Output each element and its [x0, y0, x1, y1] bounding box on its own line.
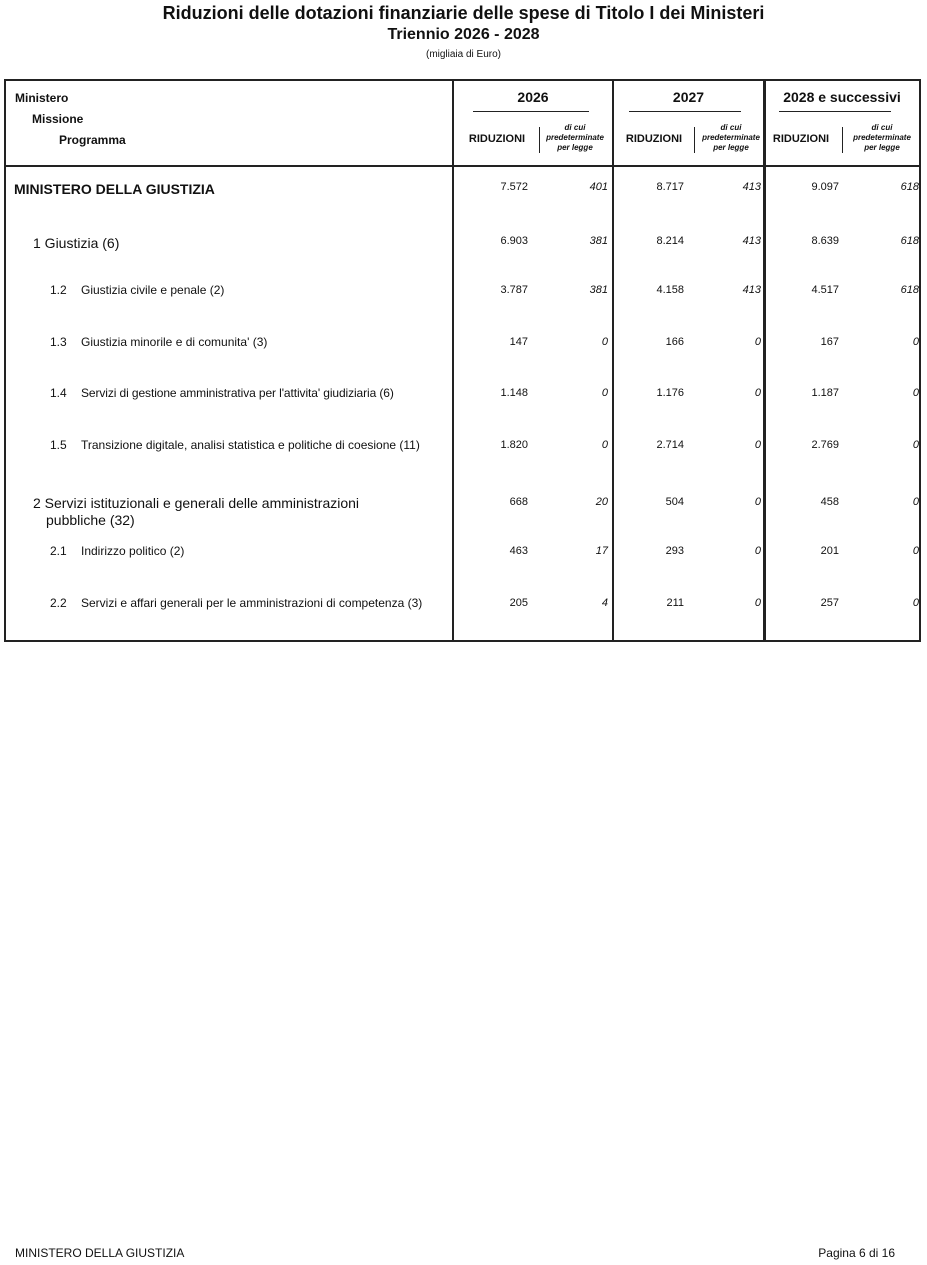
predeterminate-2028: 618 — [900, 284, 919, 296]
riduzioni-2028: 257 — [820, 597, 839, 609]
predeterminate-2028: 618 — [900, 235, 919, 247]
riduzioni-2026: 147 — [509, 336, 528, 348]
predeterminate-2026: 0 — [601, 387, 608, 399]
predeterminate-2027: 0 — [754, 336, 761, 348]
predeterminate-2026: 381 — [589, 235, 608, 247]
row-code: 1.4 — [50, 386, 67, 400]
predeterminate-2027: 413 — [742, 284, 761, 296]
riduzioni-2026: 6.903 — [500, 235, 528, 247]
riduzioni-2027: 166 — [665, 336, 684, 348]
document-subtitle: Triennio 2026 - 2028 — [387, 26, 540, 43]
predeterminate-2027: 413 — [742, 181, 761, 193]
subheader-divider — [842, 127, 843, 153]
year-2027: 2027 — [672, 89, 705, 105]
predeterminate-2026: 0 — [601, 439, 608, 451]
document-title: Riduzioni delle dotazioni finanziarie delle spese di Titolo I dei Ministeri — [162, 3, 765, 23]
row-label: Servizi e affari generali per le amministrazioni di competenza (3) — [81, 596, 423, 610]
riduzioni-2027: 1.176 — [656, 387, 684, 399]
riduzioni-2026: 463 — [509, 545, 528, 557]
predeterminate-2028: 0 — [912, 387, 919, 399]
riduzioni-2026: 1.820 — [500, 439, 528, 451]
riduzioni-2026: 3.787 — [500, 284, 528, 296]
row-label: Giustizia minorile e di comunita' (3) — [81, 335, 268, 349]
year-underline — [629, 111, 741, 112]
predeterminate-2028: 0 — [912, 545, 919, 557]
predeterminate-2026: 381 — [589, 284, 608, 296]
riduzioni-header: RIDUZIONI — [625, 133, 683, 145]
riduzioni-2028: 1.187 — [811, 387, 839, 399]
row-code: 1.3 — [50, 335, 67, 349]
predeterminate-2028: 0 — [912, 336, 919, 348]
riduzioni-header: RIDUZIONI — [772, 133, 830, 145]
predeterminate-2026: 17 — [595, 545, 608, 557]
predeterminate-2027: 0 — [754, 597, 761, 609]
riduzioni-2028: 4.517 — [811, 284, 839, 296]
riduzioni-2027: 293 — [665, 545, 684, 557]
predeterminate-2028: 0 — [912, 496, 919, 508]
row-code: 1.2 — [50, 283, 67, 297]
row-label: Servizi di gestione amministrativa per l'attivita' giudiziaria (6) — [81, 386, 394, 400]
year-underline — [473, 111, 589, 112]
header-divider — [6, 165, 919, 167]
riduzioni-2027: 2.714 — [656, 439, 684, 451]
predeterminate-2026: 4 — [601, 597, 608, 609]
page-number: Pagina 6 di 16 — [818, 1246, 895, 1260]
predeterminate-2027: 0 — [754, 545, 761, 557]
riduzioni-header: RIDUZIONI — [468, 133, 526, 145]
footer-ministry: MINISTERO DELLA GIUSTIZIA — [15, 1246, 185, 1260]
row-label: MINISTERO DELLA GIUSTIZIA — [14, 181, 215, 197]
di-cui-header: di cui predeterminate per legge — [546, 123, 604, 152]
row-label: Giustizia civile e penale (2) — [81, 283, 225, 297]
predeterminate-2026: 0 — [601, 336, 608, 348]
subheader-divider — [694, 127, 695, 153]
reductions-table — [4, 79, 921, 642]
units-note: (migliaia di Euro) — [425, 49, 502, 60]
predeterminate-2028: 0 — [912, 439, 919, 451]
row-code: 2.2 — [50, 596, 67, 610]
predeterminate-2028: 0 — [912, 597, 919, 609]
year-2026: 2026 — [517, 89, 549, 105]
riduzioni-2026: 205 — [509, 597, 528, 609]
row-code: 2.1 — [50, 544, 67, 558]
predeterminate-2027: 0 — [754, 496, 761, 508]
riduzioni-2028: 2.769 — [811, 439, 839, 451]
predeterminate-2027: 413 — [742, 235, 761, 247]
predeterminate-2027: 0 — [754, 387, 761, 399]
header-programma: Programma — [59, 133, 126, 147]
predeterminate-2027: 0 — [754, 439, 761, 451]
predeterminate-2026: 401 — [589, 181, 608, 193]
riduzioni-2027: 4.158 — [656, 284, 684, 296]
riduzioni-2026: 668 — [509, 496, 528, 508]
di-cui-header: di cui predeterminate per legge — [702, 123, 760, 152]
predeterminate-2026: 20 — [595, 496, 608, 508]
row-label: Transizione digitale, analisi statistica e politiche di coesione (11) — [81, 438, 420, 452]
riduzioni-2027: 504 — [665, 496, 684, 508]
year-2028-e-successivi: 2028 e successivi — [783, 89, 901, 105]
riduzioni-2028: 8.639 — [811, 235, 839, 247]
riduzioni-2027: 8.214 — [656, 235, 684, 247]
riduzioni-2028: 9.097 — [811, 181, 839, 193]
riduzioni-2027: 211 — [666, 597, 684, 609]
year-underline — [779, 111, 891, 112]
riduzioni-2027: 8.717 — [656, 181, 684, 193]
di-cui-header: di cui predeterminate per legge — [853, 123, 911, 152]
riduzioni-2026: 7.572 — [500, 181, 528, 193]
riduzioni-2028: 458 — [820, 496, 839, 508]
row-code: 1.5 — [50, 438, 67, 452]
riduzioni-2026: 1.148 — [500, 387, 528, 399]
riduzioni-2028: 201 — [820, 545, 839, 557]
predeterminate-2028: 618 — [900, 181, 919, 193]
row-label: 1 Giustizia (6) — [33, 235, 120, 251]
row-label: 2 Servizi istituzionali e generali delle amministrazioni pubbliche (32) — [33, 495, 360, 528]
header-missione: Missione — [32, 112, 84, 126]
row-label: Indirizzo politico (2) — [81, 544, 185, 558]
header-ministero: Ministero — [15, 91, 69, 105]
riduzioni-2028: 167 — [820, 336, 839, 348]
